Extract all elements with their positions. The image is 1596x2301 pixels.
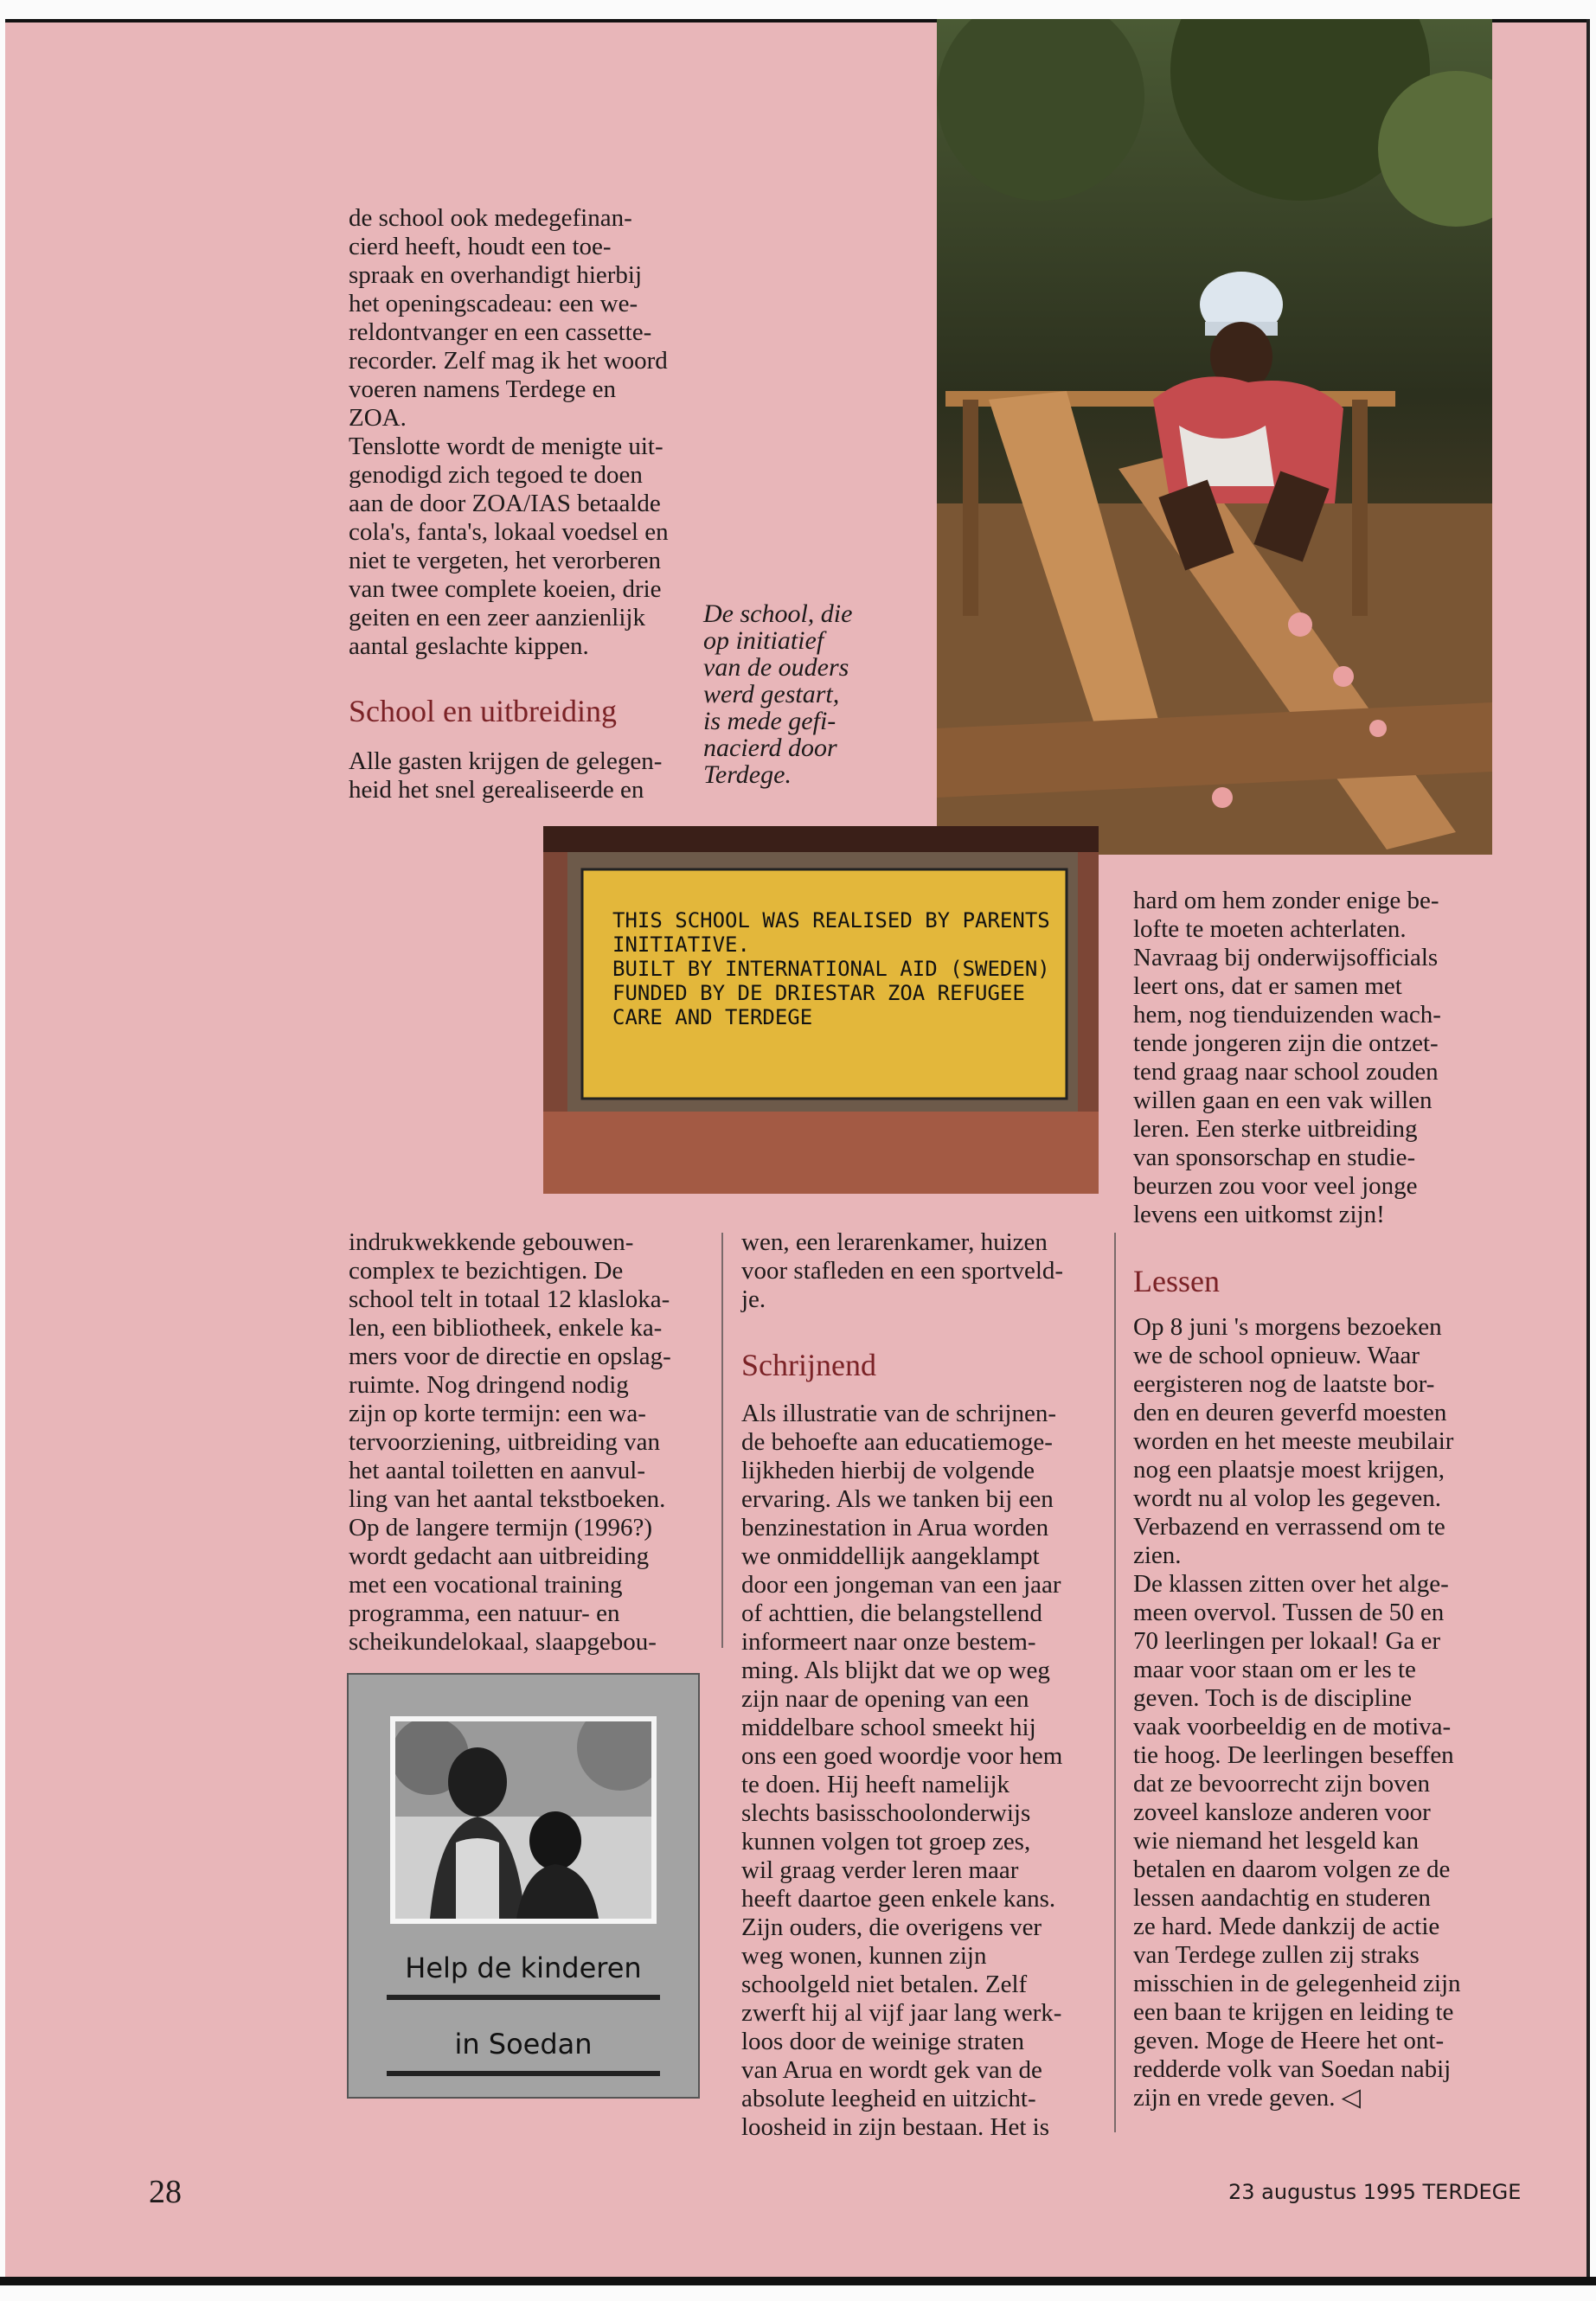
article-column-1-cont (349, 747, 712, 804)
body-text: de school ook medegefinan- cierd heeft, houdt een toe- spraak en overhandigt hierbij het openingscadeau: een we- reldontvanger en een cassette- recorder. Zelf mag ik het woord voeren namens Terdege en ZOA. Tenslotte wordt de menigte uit- genodigd zich tegoed te doen aan de door ZOA/IAS betaalde cola's, fanta's, lokaal voedsel en niet te vergeten, het verorberen van twee complete koeien, drie geiten en een zeer aanzienlijk aantal geslachte kippen. (349, 204, 669, 660)
carpenter-photo (937, 19, 1492, 855)
article-column-3-cont (1133, 1313, 1497, 2112)
sign-text (612, 908, 1050, 1029)
divider-line (387, 1995, 660, 2000)
sign-line: THIS SCHOOL WAS REALISED BY PARENTS (612, 908, 1050, 933)
help-title-line1: Help de kinderen (405, 1952, 642, 1984)
sign-line: BUILT BY INTERNATIONAL AID (SWEDEN) (612, 957, 1050, 981)
page-edge (1586, 19, 1590, 2285)
help-children-ad (347, 1673, 700, 2099)
column-divider (721, 1233, 723, 1648)
divider-line (387, 2071, 660, 2076)
help-title-line2: in Soedan (454, 2028, 593, 2061)
body-text: Op 8 juni 's morgens bezoeken we de school opnieuw. Waar eergisteren nog de laatste bor- den en deuren geverfd moesten worden en het meeste meubilair nog een plaatsje moest krijgen, wordt nu al volop les gegeven. Verbazend en verrassend om te zien. De klassen zitten over het alge- meen overvol. Tussen de 50 en 70 leerlingen per lokaal! Ga er maar voor staan om er les te geven. Toch is de discipline vaak voorbeeldig en de motiva- tie hoog. De leerlingen beseffen dat ze bevoorrecht zijn boven zoveel kansloze anderen voor wie niemand het lesgeld kan betalen en daarom volgen ze de lessen aandachtig en studeren ze hard. Mede dankzij de actie van Terdege zullen zij straks misschien in de gelegenheid zijn een baan te krijgen en leiding te geven. Moge de Heere het ont- redderde volk van Soedan nabij zijn en vrede geven. ◁ (1133, 1313, 1461, 2112)
sign-line: CARE AND TERDEGE (612, 1005, 813, 1029)
section-heading-school: School en uitbreiding (349, 694, 617, 728)
article-column-2 (741, 1228, 1105, 1314)
issue-date: 23 augustus 1995 TERDEGE (1228, 2180, 1522, 2204)
column-divider (1114, 1233, 1116, 2132)
children-photo (390, 1716, 657, 1924)
section-heading-schrijnend: Schrijnend (741, 1348, 876, 1382)
body-text: hard om hem zonder enige be- lofte te moeten achterlaten. Navraag bij onderwijsofficials leert ons, dat er samen met hem, nog tienduizenden wach- tende jongeren zijn die ontzet- tend graag naar school zouden willen gaan en een vak willen leren. Een sterke uitbreiding van sponsorschap en studie- beurzen zou voor veel jonge levens een uitkomst zijn! (1133, 887, 1441, 1228)
body-text: Als illustratie van de schrijnen- de behoefte aan educatiemoge- lijkheden hierbij de volgende ervaring. Als we tanken bij een benzinestation in Arua worden we onmiddellijk aangeklampt door een jongeman van een jaar of achttien, die belangstellend informeert naar onze bestem- ming. Als blijkt dat we op weg zijn naar de opening van een middelbare school smeekt hij ons een goed woordje voor hem te doen. Hij heeft namelijk slechts basisschoolonderwijs kunnen volgen tot groep zes, wil graag verder leren maar heeft daartoe geen enkele kans. Zijn ouders, die overigens ver weg wonen, kunnen zijn schoolgeld niet betalen. Zelf zwerft hij al vijf jaar lang werk- loos door de weinige straten van Arua en wordt gek van de absolute leegheid en uitzicht- loosheid in zijn bestaan. Het is (741, 1400, 1063, 2141)
article-column-1-top (349, 204, 712, 661)
section-heading-lessen: Lessen (1133, 1264, 1220, 1298)
page-number: 28 (149, 2174, 182, 2210)
article-column-3-top (1133, 887, 1497, 1229)
article-column-1-bottom (349, 1228, 712, 1657)
school-sign-photo (543, 826, 1099, 1194)
article-column-2-cont (741, 1400, 1105, 2142)
sign-line: INITIATIVE. (612, 933, 750, 957)
body-text: wen, een lerarenkamer, huizen voor stafleden en een sportveld- je. (741, 1228, 1064, 1313)
photo-caption: De school, die op initiatief van de ouders werd gestart, is mede gefi- nacierd door Terdege. (703, 599, 853, 789)
sign-line: FUNDED BY DE DRIESTAR ZOA REFUGEE (612, 981, 1025, 1005)
bottom-border (0, 2277, 1596, 2285)
body-text: Alle gasten krijgen de gelegen- heid het snel gerealiseerde en (349, 747, 663, 804)
body-text: indrukwekkende gebouwen- complex te bezichtigen. De school telt in totaal 12 klasloka- len, een bibliotheek, enkele ka- mers voor de directie en opslag- ruimte. Nog dringend nodig zijn op korte termijn: een wa- tervoorziening, uitbreiding van het aantal toiletten en aanvul- ling van het aantal tekstboeken. Op de langere termijn (1996?) wordt gedacht aan uitbreiding met een vocational training programma, een natuur- en scheikundelokaal, slaapgebou- (349, 1228, 671, 1656)
